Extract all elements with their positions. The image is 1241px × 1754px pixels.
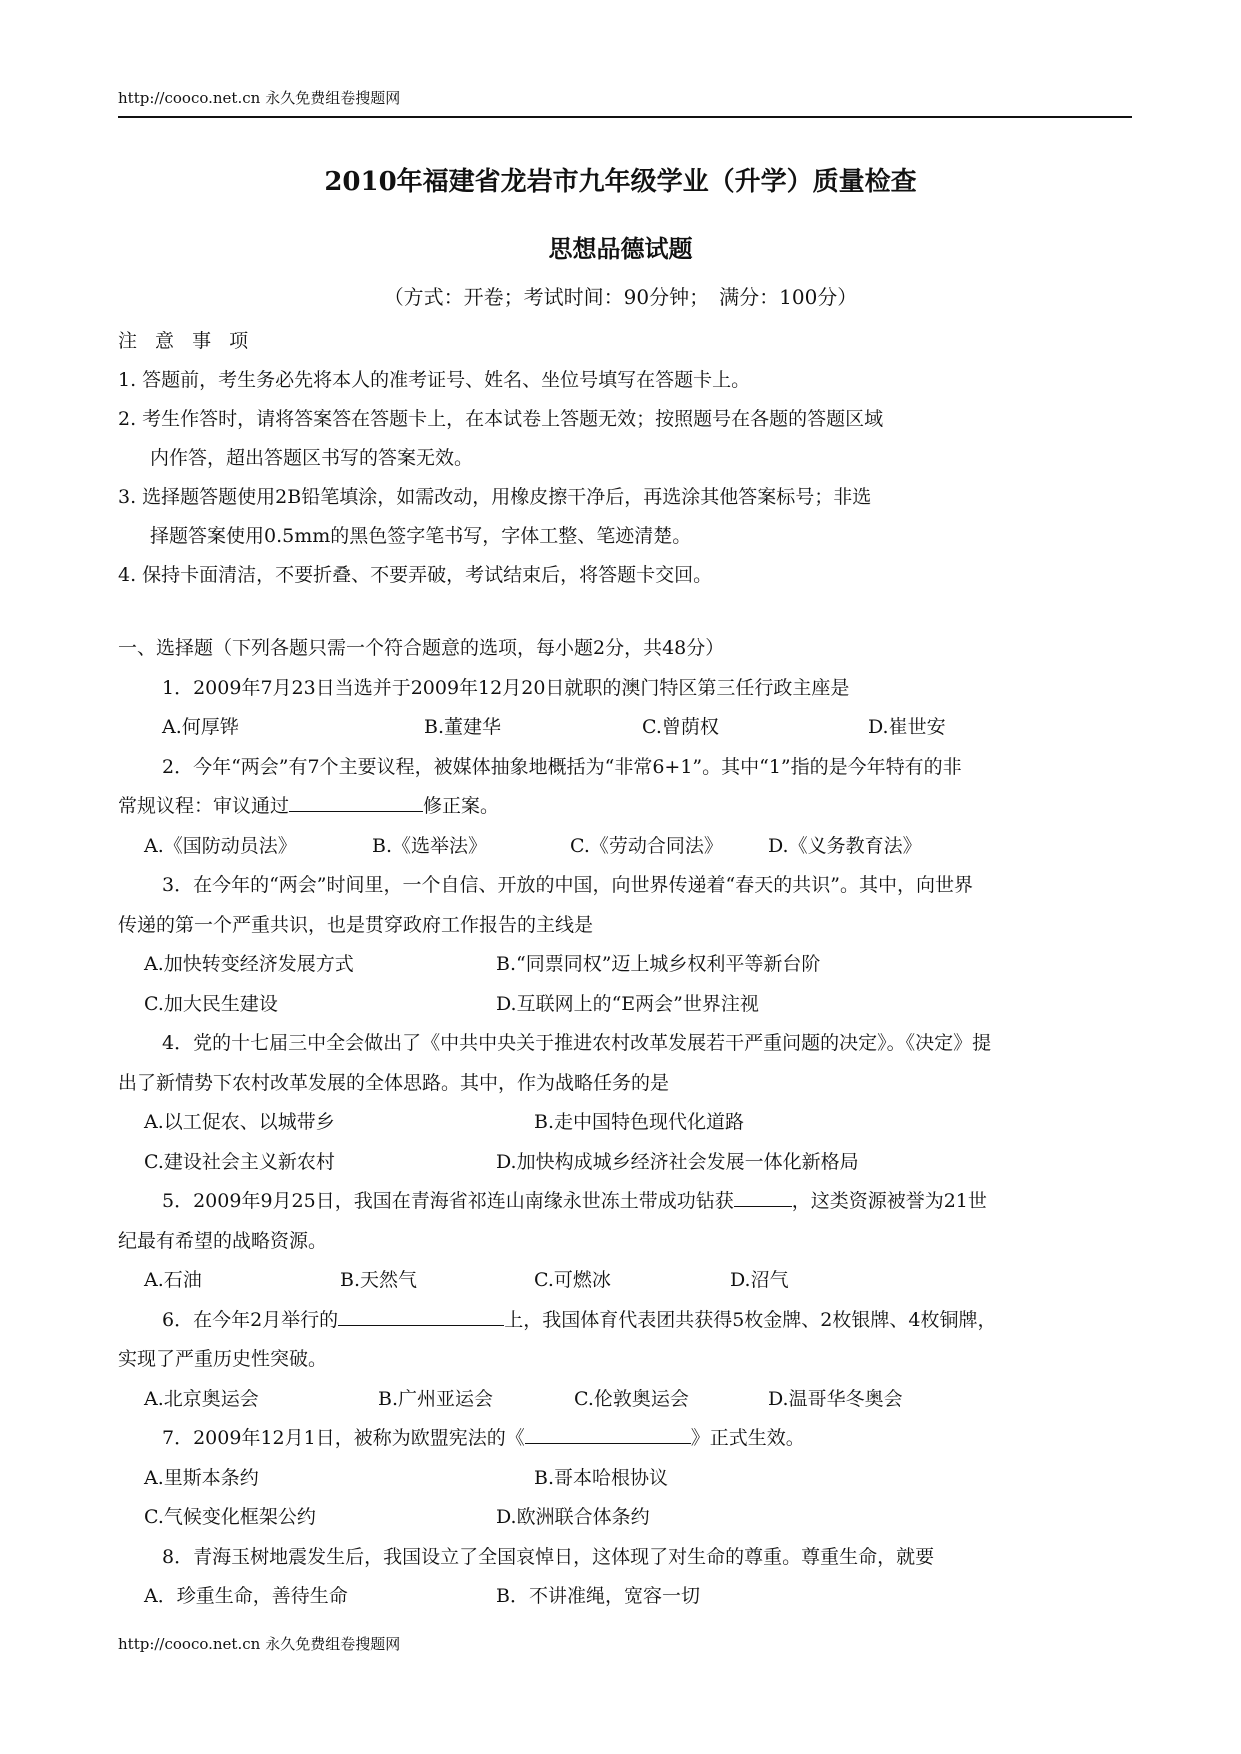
- option-a: A.里斯本条约: [144, 1466, 259, 1489]
- answer-blank: [338, 1303, 504, 1326]
- exam-content: [118, 322, 1132, 1617]
- option-d: D.互联网上的“E两会”世界注视: [496, 992, 759, 1015]
- option-b: B.哥本哈根协议: [534, 1466, 669, 1489]
- question-options: [118, 1143, 1132, 1183]
- option-a: A.加快转变经济发展方式: [144, 953, 354, 975]
- option-c: C.曾荫权: [642, 716, 719, 738]
- question-stem: 4．党的十七届三中全会做出了《中共中央关于推进农村改革发展若干严重问题的决定》。《决定》提: [162, 1032, 992, 1054]
- option-b: B．不讲准绳，宽容一切: [496, 1585, 700, 1607]
- option-b: B.“同票同权”迈上城乡权利平等新台阶: [496, 953, 821, 975]
- footer-tagline: 永久免费组卷搜题网: [265, 1635, 401, 1653]
- option-a: A．珍重生命，善待生命: [144, 1585, 348, 1607]
- question-stem: 1．2009年7月23日当选并于2009年12月20日就职的澳门特区第三任行政主座是: [162, 676, 850, 699]
- answer-blank: [734, 1184, 792, 1207]
- option-c: C.伦敦奥运会: [574, 1387, 689, 1410]
- note-item-continued: 内作答，超出答题区书写的答案无效。: [150, 447, 474, 469]
- page-header: [118, 88, 1132, 118]
- option-d: D.沼气: [730, 1269, 789, 1291]
- question-stem: 8．青海玉树地震发生后，我国设立了全国哀悼日，这体现了对生命的尊重。尊重生命，就要: [162, 1545, 935, 1568]
- exam-subject: 思想品德试题: [548, 234, 693, 263]
- note-item: 4. 保持卡面清洁，不要折叠、不要弄破，考试结束后，将答题卡交回。: [118, 564, 713, 586]
- option-d: D.《义务教育法》: [768, 834, 922, 857]
- option-d: D.温哥华冬奥会: [768, 1387, 903, 1410]
- option-a: A.《国防动员法》: [144, 834, 297, 857]
- question-stem: 3．在今年的“两会”时间里，一个自信、开放的中国，向世界传递着“春天的共识”。其中，向世界: [162, 874, 973, 896]
- option-c: C.加大民生建设: [144, 992, 278, 1015]
- question-options: [118, 827, 1132, 867]
- question-options: [118, 945, 1132, 985]
- question-options: [118, 1459, 1132, 1499]
- notes-title: 注 意 事 项: [118, 330, 255, 352]
- question-stem: 5．2009年9月25日，我国在青海省祁连山南缘永世冻土带成功钻获 ，这类资源被誉为21世: [118, 1182, 1132, 1222]
- option-c: C.气候变化框架公约: [144, 1506, 316, 1528]
- question-stem: 6．在今年2月举行的 上，我国体育代表团共获得5枚金牌、2枚银牌、4枚铜牌，: [118, 1301, 1132, 1341]
- question-stem-continued: 传递的第一个严重共识，也是贯穿政府工作报告的主线是: [118, 913, 594, 936]
- option-a: A.以工促农、以城带乡: [144, 1111, 335, 1133]
- note-item: 1. 答题前，考生务必先将本人的准考证号、姓名、坐位号填写在答题卡上。: [118, 369, 751, 391]
- option-a: A.北京奥运会: [144, 1387, 259, 1410]
- question-options: [118, 1498, 1132, 1538]
- question-options: [118, 1577, 1132, 1617]
- option-d: D.欧洲联合体条约: [496, 1506, 650, 1528]
- option-a: A.石油: [144, 1269, 202, 1291]
- answer-blank: [525, 1421, 691, 1444]
- note-item: 2. 考生作答时，请将答案答在答题卡上，在本试卷上答题无效；按照题号在各题的答题区域: [118, 408, 884, 430]
- answer-blank: [289, 789, 423, 812]
- question-options: [118, 985, 1132, 1025]
- question-options: [118, 1103, 1132, 1143]
- option-c: C.可燃冰: [534, 1269, 611, 1291]
- section-title: 一、选择题（下列各题只需一个符合题意的选项，每小题2分，共48分）: [118, 637, 725, 659]
- question-options: [118, 1380, 1132, 1420]
- question-options: [118, 1261, 1132, 1301]
- option-b: B.董建华: [424, 716, 502, 738]
- option-c: C.《劳动合同法》: [570, 834, 723, 857]
- question-stem: 2．今年“两会”有7个主要议程，被媒体抽象地概括为“非常6+1”。其中“1”指的是今年特有的非: [162, 755, 962, 778]
- option-c: C.建设社会主义新农村: [144, 1150, 335, 1173]
- option-b: B.广州亚运会: [378, 1387, 494, 1410]
- note-item-continued: 择题答案使用0.5mm的黑色签字笔书写，字体工整、笔迹清楚。: [150, 525, 692, 547]
- exam-info: （方式：开卷；考试时间：90分钟； 满分：100分）: [383, 285, 858, 309]
- option-b: B.走中国特色现代化道路: [534, 1111, 745, 1133]
- question-options: [118, 708, 1132, 748]
- question-stem-continued: 出了新情势下农村改革发展的全体思路。其中，作为战略任务的是: [118, 1071, 670, 1094]
- header-site-url: http://cooco.net.cn: [118, 89, 261, 107]
- option-d: D.崔世安: [868, 716, 946, 738]
- footer-site-url: http://cooco.net.cn: [118, 1635, 261, 1653]
- question-stem: 7．2009年12月1日，被称为欧盟宪法的《 》正式生效。: [118, 1419, 1132, 1459]
- option-d: D.加快构成城乡经济社会发展一体化新格局: [496, 1150, 859, 1173]
- question-stem-continued: 纪最有希望的战略资源。: [118, 1229, 328, 1252]
- exam-title: 2010年福建省龙岩市九年级学业（升学）质量检查: [324, 167, 917, 197]
- option-b: B.《选举法》: [372, 834, 488, 857]
- option-a: A.何厚铧: [162, 716, 239, 738]
- note-item: 3. 选择题答题使用2B铅笔填涂，如需改动，用橡皮擦干净后，再选涂其他答案标号；非选: [118, 486, 872, 508]
- page-footer: [118, 1634, 1132, 1654]
- header-tagline: 永久免费组卷搜题网: [265, 89, 401, 107]
- option-b: B.天然气: [340, 1269, 418, 1291]
- question-stem-continued: 常规议程：审议通过 修正案。: [118, 787, 1132, 827]
- question-stem-continued: 实现了严重历史性突破。: [118, 1348, 328, 1370]
